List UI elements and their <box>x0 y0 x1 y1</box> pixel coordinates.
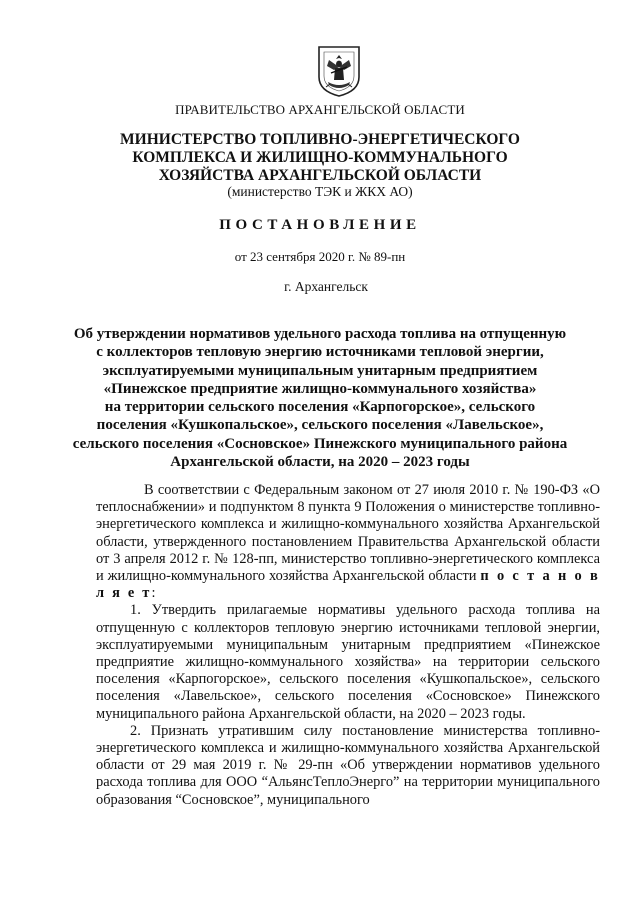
ministry-line: МИНИСТЕРСТВО ТОПЛИВНО-ЭНЕРГЕТИЧЕСКОГО <box>120 131 520 148</box>
title-line: на территории сельского поселения «Карпогорское», сельского <box>104 399 536 416</box>
ministry-abbreviation: (министерство ТЭК и ЖКХ АО) <box>227 184 413 199</box>
document-city: г. Архангельск <box>284 279 368 294</box>
item-1-paragraph: 1. Утвердить прилагаемые нормативы удельного расхода топлива на отпущенную с коллекторов тепловую энергию источниками тепловой энергии, эксплуатируемыми муниципальным унитарным предприятием «Пинежское предприятие жилищно-коммунального хозяйства» на территории сельского поселения «Карпогорское», сельского поселения «Кушкопальское», сельского поселения «Лавельское», сельского поселения «Сосновское» Пинежского муниципального района Архангельской области, на 2020 – 2023 годы. <box>96 602 600 722</box>
coat-of-arms-icon <box>316 44 362 98</box>
document-title <box>0 325 640 471</box>
resolves-colon: : <box>151 585 156 602</box>
title-line: сельского поселения «Сосновское» Пинежского муниципального района <box>72 435 568 452</box>
title-line: поселения «Кушкопальское», сельского поселения «Лавельское», <box>96 417 544 434</box>
document-date-number: от 23 сентября 2020 г. № 89-пн <box>234 249 406 264</box>
title-line: с коллекторов тепловую энергию источниками тепловой энергии, <box>96 344 544 361</box>
document-type: ПОСТАНОВЛЕНИЕ <box>219 217 421 233</box>
title-line: Об утверждении нормативов удельного расхода топлива на отпущенную <box>73 326 567 342</box>
title-line: «Пинежское предприятие жилищно-коммунального хозяйства» <box>103 380 537 397</box>
document-body <box>96 482 600 809</box>
ministry-name <box>0 131 640 185</box>
title-line: эксплуатируемыми муниципальным унитарным предприятием <box>102 362 538 379</box>
item-2-paragraph: 2. Признать утратившим силу постановление министерства топливно-энергетического комплекса и жилищно-коммунального хозяйства Архангельской области от 29 мая 2019 г. № 29-пн «Об утверждении нормативов удельного расхода топлива для ООО “АльянсТеплоЭнерго” на территории муниципального образования “Сосновское”, муниципального <box>96 722 600 808</box>
ministry-line: КОМПЛЕКСА И ЖИЛИЩНО-КОММУНАЛЬНОГО <box>132 149 508 166</box>
resolves-word: п о с т а н о в л я е т <box>96 568 600 602</box>
government-name: ПРАВИТЕЛЬСТВО АРХАНГЕЛЬСКОЙ ОБЛАСТИ <box>175 102 465 117</box>
preamble-text: В соответствии с Федеральным законом от 27 июля 2010 г. № 190-ФЗ «О теплоснабжении» и подпунктом 8 пункта 9 Положения о министерстве топливно-энергетического комплекса и жилищно-коммунального хозяйства Архангельской области, утвержденного постановлением Правительства Архангельской области от 3 апреля 2012 г. № 128-пп, министерство топливно-энергетического комплекса и жилищно-коммунального хозяйства Архангельской области <box>96 482 600 585</box>
ministry-line: ХОЗЯЙСТВА АРХАНГЕЛЬСКОЙ ОБЛАСТИ <box>158 167 482 184</box>
preamble-paragraph <box>96 482 600 602</box>
title-line: Архангельской области, на 2020 – 2023 годы <box>170 454 470 471</box>
